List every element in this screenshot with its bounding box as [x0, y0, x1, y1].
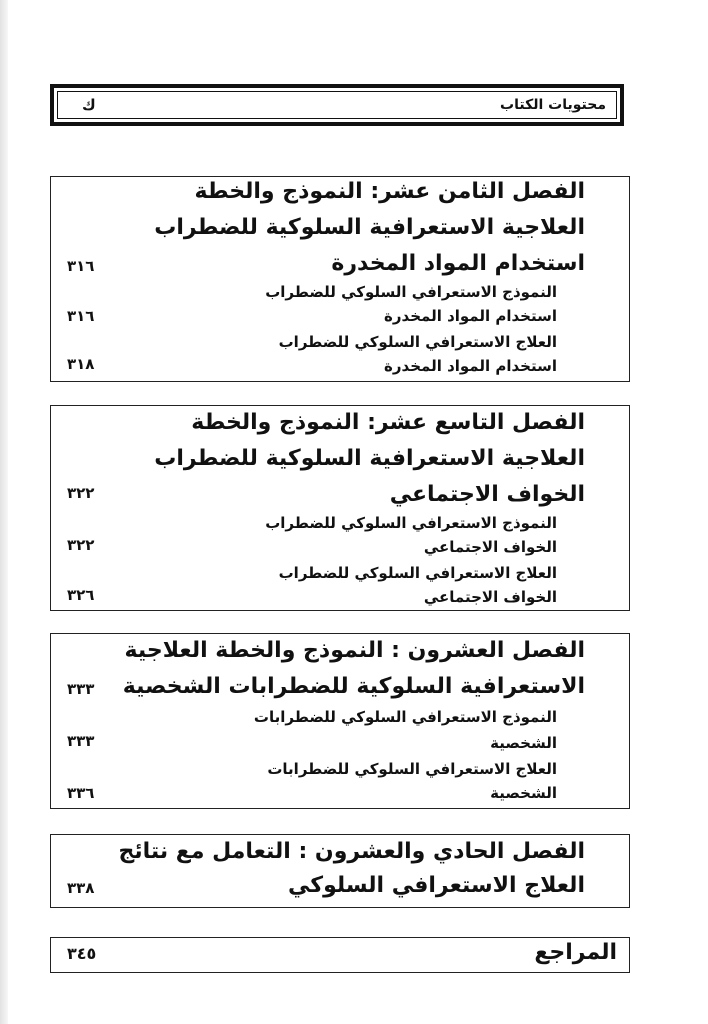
chapter-20-section-1-page: ٣٣٣ — [67, 732, 95, 750]
chapter-20-section-2-page: ٣٣٦ — [67, 784, 95, 802]
toc-entry-chapter-20 — [50, 633, 630, 809]
chapter-19-title-line-1: الفصل التاسع عشر: النموذج والخطة — [191, 410, 585, 435]
chapter-19-title-line-2: العلاجية الاستعرافية السلوكية للضطراب — [154, 446, 585, 471]
toc-entry-references — [50, 937, 630, 973]
chapter-18-section-1-line-1: النموذج الاستعرافي السلوكي للضطراب — [265, 283, 557, 301]
chapter-18-title-line-2: العلاجية الاستعرافية السلوكية للضطراب — [154, 215, 585, 240]
chapter-21-title-line-1: الفصل الحادي والعشرون : التعامل مع نتائج — [118, 839, 585, 864]
chapter-18-section-2-line-1: العلاج الاستعرافي السلوكي للضطراب — [278, 333, 557, 351]
chapter-20-section-2-line-2: الشخصية — [490, 784, 557, 802]
chapter-21-page: ٣٣٨ — [67, 879, 95, 897]
chapter-19-section-1-page: ٣٢٢ — [67, 536, 95, 554]
chapter-18-section-1-line-2: استخدام المواد المخدرة — [384, 307, 557, 325]
chapter-18-title-line-1: الفصل الثامن عشر: النموذج والخطة — [194, 179, 585, 204]
header-title: محتويات الكتاب — [500, 97, 606, 113]
running-header-inner — [57, 91, 617, 119]
chapter-18-title-line-3: استخدام المواد المخدرة — [331, 251, 585, 276]
toc-entry-chapter-21 — [50, 834, 630, 908]
toc-entry-chapter-19 — [50, 405, 630, 611]
chapter-19-section-1-line-2: الخواف الاجتماعي — [423, 538, 557, 556]
chapter-21-title-line-2: العلاج الاستعرافي السلوكي — [288, 873, 585, 898]
references-page: ٣٤٥ — [67, 944, 97, 963]
chapter-19-section-1-line-1: النموذج الاستعرافي السلوكي للضطراب — [265, 514, 557, 532]
chapter-20-section-2-line-1: العلاج الاستعرافي السلوكي للضطرابات — [267, 760, 557, 778]
chapter-19-section-2-line-1: العلاج الاستعرافي السلوكي للضطراب — [278, 564, 557, 582]
chapter-19-title-line-3: الخواف الاجتماعي — [389, 482, 585, 507]
chapter-18-section-2-line-2: استخدام المواد المخدرة — [384, 357, 557, 375]
chapter-19-section-2-line-2: الخواف الاجتماعي — [423, 588, 557, 606]
running-header — [50, 84, 624, 126]
chapter-20-section-1-line-2: الشخصية — [490, 734, 557, 752]
chapter-20-title-line-1: الفصل العشرون : النموذج والخطة العلاجية — [124, 638, 585, 663]
chapter-19-section-2-page: ٣٢٦ — [67, 586, 95, 604]
chapter-18-section-1-page: ٣١٦ — [67, 307, 95, 325]
chapter-20-section-1-line-1: النموذج الاستعرافي السلوكي للضطرابات — [253, 708, 557, 726]
chapter-18-page: ٣١٦ — [67, 257, 95, 275]
chapter-18-section-2-page: ٣١٨ — [67, 355, 95, 373]
chapter-19-page: ٣٢٢ — [67, 484, 95, 502]
chapter-20-title-line-2: الاستعرافية السلوكية للضطرابات الشخصية — [122, 674, 585, 699]
chapter-20-page: ٣٣٣ — [67, 680, 95, 698]
toc-entry-chapter-18 — [50, 176, 630, 382]
references-label: المراجع — [534, 940, 617, 965]
header-page-letter: ك — [82, 96, 96, 114]
page-edge — [0, 0, 8, 1024]
